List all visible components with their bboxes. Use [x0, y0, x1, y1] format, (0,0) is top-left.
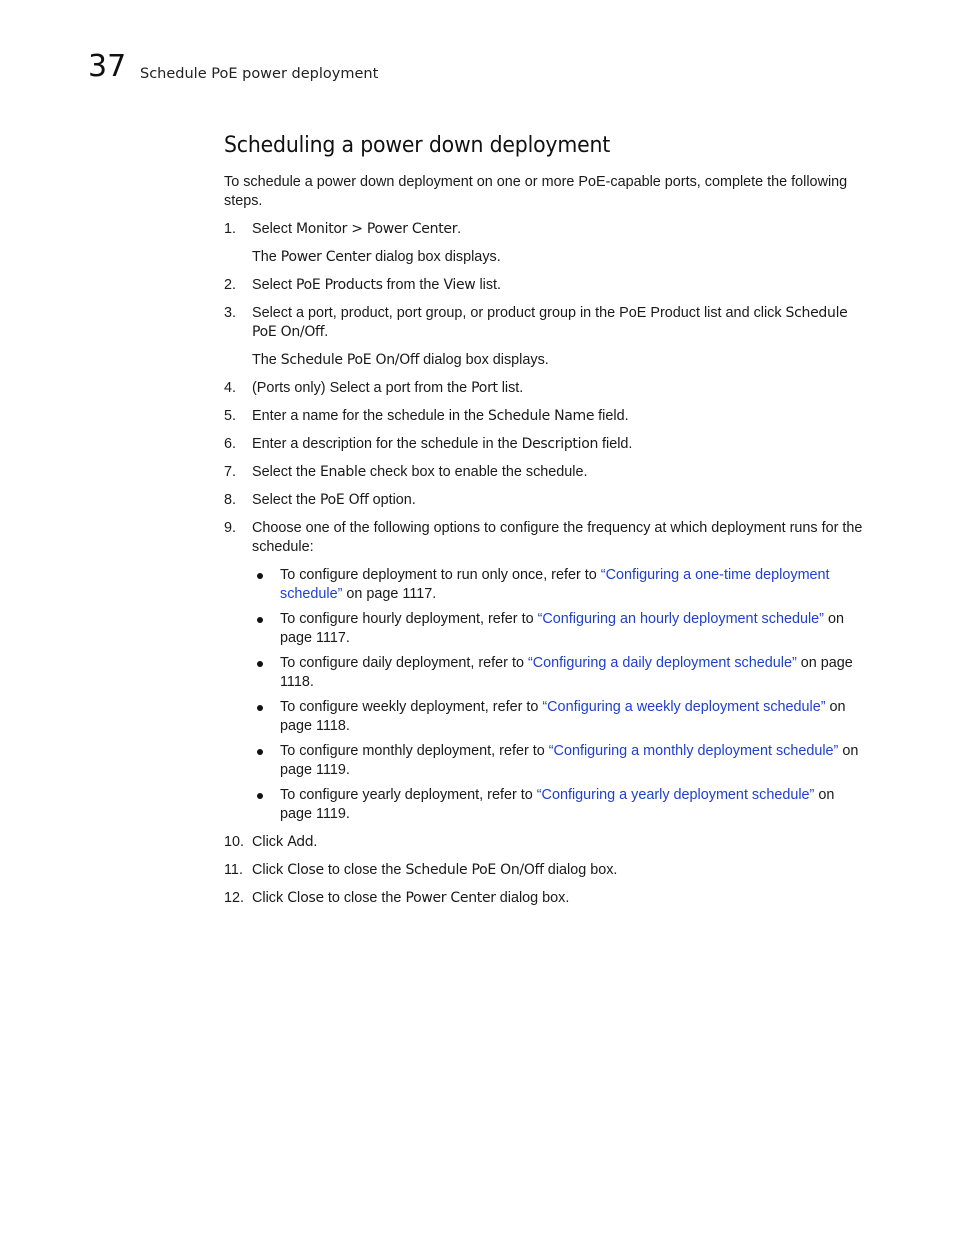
step-number: 1. [224, 221, 237, 237]
text-run: Enter a description for the schedule in the [252, 436, 522, 452]
list-item [280, 742, 864, 780]
step-text [252, 520, 862, 555]
step-item [224, 491, 864, 510]
text-run: To configure monthly deployment, refer to [280, 743, 549, 759]
text-run: dialog box. [543, 862, 618, 878]
step-text [252, 408, 629, 424]
ui-term: Description [521, 436, 599, 452]
ui-term: Close [287, 890, 324, 906]
text-run: To configure weekly deployment, refer to [280, 699, 543, 715]
list-item [280, 654, 864, 692]
text-run: Click [252, 862, 288, 878]
step-number: 12. [224, 890, 245, 906]
text-run: on page 1118. [280, 655, 853, 690]
ui-term: View [443, 277, 476, 293]
text-run: on page 1117. [280, 611, 844, 646]
step-number: 5. [224, 408, 237, 424]
intro-paragraph: To schedule a power down deployment on one or more PoE-capable ports, complete the following steps. [224, 174, 848, 209]
bullet-icon [257, 705, 263, 711]
cross-reference-link[interactable]: “Configuring a yearly deployment schedule” [536, 787, 815, 803]
list-item [280, 786, 864, 824]
step-number: 4. [224, 380, 237, 396]
cross-reference-link[interactable]: “Configuring an hourly deployment schedule” [537, 611, 824, 627]
chapter-number: 37 [88, 49, 127, 84]
text-run: The [252, 249, 281, 265]
step-item [224, 889, 864, 908]
step-text [252, 862, 617, 878]
step-text [252, 464, 588, 480]
step-result-note [224, 351, 864, 370]
ui-term: PoE Off [320, 492, 369, 508]
step-item [224, 304, 864, 342]
text-run: list. [497, 380, 524, 396]
text-run: list. [475, 277, 502, 293]
step-number: 11. [224, 862, 243, 878]
step-text [252, 890, 569, 906]
text-run: (Ports only) Select a port from the [252, 380, 472, 396]
bullet-icon [257, 573, 263, 579]
text-run: To configure hourly deployment, refer to [280, 611, 538, 627]
bullet-icon [257, 617, 263, 623]
section-title: Scheduling a power down deployment [224, 133, 611, 158]
ui-term: Port [471, 380, 498, 396]
text-run: Select [252, 277, 296, 293]
ui-term: PoE Products [296, 277, 383, 293]
step-text [252, 305, 847, 340]
ui-term: Schedule PoE On/Off [405, 862, 544, 878]
cross-reference-link[interactable]: “Configuring a weekly deployment schedule” [542, 699, 826, 715]
ui-term: Add [287, 834, 314, 850]
step-text [252, 221, 461, 237]
step-number: 10. [224, 834, 245, 850]
text-run: field. [598, 436, 633, 452]
text-run: To configure yearly deployment, refer to [280, 787, 537, 803]
bullet-icon [257, 749, 263, 755]
step-item [224, 407, 864, 426]
ui-term: Power Center [405, 890, 496, 906]
text-run: on page 1119. [280, 787, 835, 822]
bullet-icon [257, 661, 263, 667]
ui-term: Schedule Name [488, 408, 595, 424]
section-body [224, 173, 864, 917]
step-number: 6. [224, 436, 237, 452]
step-number: 3. [224, 305, 237, 321]
text-run: field. [594, 408, 629, 424]
step-number: 2. [224, 277, 237, 293]
step-item [224, 435, 864, 454]
step-item [224, 519, 864, 557]
ui-term: Monitor > Power Center [296, 221, 458, 237]
text-run: To configure deployment to run only once, refer to [280, 567, 601, 583]
cross-reference-link[interactable]: “Configuring a daily deployment schedule” [527, 655, 797, 671]
step-item [224, 833, 864, 852]
step-result-note [224, 248, 864, 267]
text-run: To configure daily deployment, refer to [280, 655, 528, 671]
step-number: 8. [224, 492, 237, 508]
text-run: dialog box displays. [371, 249, 501, 265]
text-run: to close the [323, 890, 406, 906]
cross-reference-link[interactable]: “Configuring a monthly deployment schedule” [548, 743, 839, 759]
text-run: on page 1117. [342, 586, 437, 602]
step-text [252, 436, 632, 452]
text-run: dialog box displays. [419, 352, 549, 368]
step-text [252, 380, 523, 396]
option-bullet-list [224, 566, 864, 824]
ui-term: Schedule PoE On/Off [252, 305, 848, 340]
text-run: from the [382, 277, 444, 293]
step-item [224, 220, 864, 239]
step-item [224, 463, 864, 482]
text-run: dialog box. [495, 890, 570, 906]
step-number: 9. [224, 520, 237, 536]
text-run: . [324, 324, 329, 340]
step-text [252, 834, 317, 850]
text-run: . [457, 221, 462, 237]
ui-term: Enable [320, 464, 366, 480]
step-text [252, 277, 501, 293]
text-run: option. [368, 492, 416, 508]
text-run: The [252, 352, 281, 368]
text-run: on page 1119. [280, 743, 859, 778]
text-run: Choose one of the following options to configure the frequency at which deployment runs for the schedule: [252, 520, 863, 555]
bullet-icon [257, 793, 263, 799]
chapter-title: Schedule PoE power deployment [140, 66, 379, 82]
text-run: on page 1118. [280, 699, 846, 734]
step-item [224, 861, 864, 880]
text-run: . [313, 834, 318, 850]
text-run: Select the [252, 464, 320, 480]
text-run: Select a port, product, port group, or product group in the PoE Product list and click [252, 305, 786, 321]
ui-term: Close [287, 862, 324, 878]
step-number: 7. [224, 464, 237, 480]
list-item [280, 610, 864, 648]
text-run: Click [252, 834, 288, 850]
step-item [224, 276, 864, 295]
text-run: Enter a name for the schedule in the [252, 408, 488, 424]
ui-term: Power Center [280, 249, 372, 265]
cross-reference-link[interactable]: “Configuring a one-time deployment schedule” [280, 567, 830, 602]
list-item [280, 698, 864, 736]
ui-term: Schedule PoE On/Off [280, 352, 420, 368]
steps-list [224, 220, 864, 908]
step-item [224, 379, 864, 398]
text-run: check box to enable the schedule. [365, 464, 588, 480]
step-text [252, 492, 416, 508]
text-run: Select the [252, 492, 320, 508]
text-run: Click [252, 890, 288, 906]
text-run: to close the [323, 862, 406, 878]
text-run: Select [252, 221, 296, 237]
list-item [280, 566, 864, 604]
